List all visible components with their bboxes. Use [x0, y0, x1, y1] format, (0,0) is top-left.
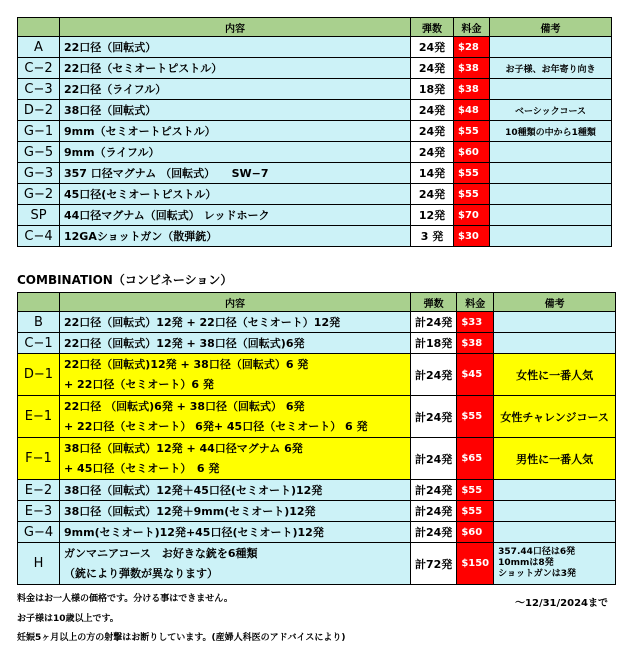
header-id	[18, 293, 60, 312]
course-content	[60, 543, 411, 585]
round-count: 計24発	[411, 480, 457, 501]
content-line: 22口径（回転式)12発 + 38口径（回転式）6 発	[64, 357, 309, 371]
course-content: 357 口径マグナム （回転式） SW−7	[60, 163, 411, 184]
course-content	[60, 396, 411, 438]
course-code: SP	[18, 205, 60, 226]
table-row	[18, 438, 616, 480]
note-line: 357.44口径は6発	[498, 547, 576, 557]
header-note: 備考	[490, 18, 612, 37]
course-note	[494, 312, 616, 333]
content-line: + 45口径（セミオート） 6 発	[64, 461, 220, 475]
table-row	[18, 163, 612, 184]
course-content: 22口径（ライフル）	[60, 79, 411, 100]
content-line: 38口径（回転式）12発 + 44口径マグナム 6発	[64, 441, 303, 455]
course-price: $60	[457, 522, 494, 543]
content-line: + 22口径（セミオート）6 発	[64, 377, 214, 391]
table-row	[18, 354, 616, 396]
course-note	[490, 226, 612, 247]
table-row	[18, 205, 612, 226]
round-count: 計72発	[411, 543, 457, 585]
round-count: 計24発	[411, 438, 457, 480]
table-row	[18, 121, 612, 142]
table-row	[18, 333, 616, 354]
round-count: 24発	[411, 37, 454, 58]
course-content: 22口径（セミオートピストル）	[60, 58, 411, 79]
round-count: 計24発	[411, 312, 457, 333]
round-count: 3 発	[411, 226, 454, 247]
round-count: 計24発	[411, 501, 457, 522]
round-count: 12発	[411, 205, 454, 226]
content-line: + 22口径（セミオート） 6発+ 45口径（セミオート） 6 発	[64, 419, 368, 433]
round-count: 計24発	[411, 522, 457, 543]
round-count: 24発	[411, 184, 454, 205]
course-code: G−2	[18, 184, 60, 205]
footnote: 妊娠5ヶ月以上の方の射撃はお断りしています。(産婦人科医のアドバイスにより)	[17, 633, 346, 643]
table-row	[18, 184, 612, 205]
course-price: $38	[454, 58, 490, 79]
header-count: 弾数	[411, 293, 457, 312]
course-code: E−2	[18, 480, 60, 501]
header-content: 内容	[60, 18, 411, 37]
table-row	[18, 396, 616, 438]
content-line: 38口径（回転式）12発＋9mm(セミオート)12発	[64, 505, 316, 518]
course-note	[494, 522, 616, 543]
course-price: $30	[454, 226, 490, 247]
course-code: C−4	[18, 226, 60, 247]
course-code: C−2	[18, 58, 60, 79]
course-content: 12GAショットガン（散弾銃）	[60, 226, 411, 247]
table-header	[18, 293, 616, 312]
table-row	[18, 79, 612, 100]
header-id	[18, 18, 60, 37]
content-line: 38口径（回転式）12発＋45口径(セミオート)12発	[64, 484, 323, 497]
round-count: 計18発	[411, 333, 457, 354]
course-code: D−2	[18, 100, 60, 121]
note-line: 女性に一番人気	[516, 368, 594, 382]
course-note	[494, 543, 616, 585]
course-note	[490, 142, 612, 163]
course-price: $55	[454, 121, 490, 142]
note-line: ショットガンは3発	[498, 569, 576, 579]
course-code: G−1	[18, 121, 60, 142]
table-row	[18, 522, 616, 543]
course-note	[490, 37, 612, 58]
round-count: 24発	[411, 121, 454, 142]
combination-title: COMBINATION（コンビネーション）	[17, 273, 233, 287]
course-price: $70	[454, 205, 490, 226]
course-note	[494, 354, 616, 396]
course-price: $55	[457, 480, 494, 501]
course-content	[60, 501, 411, 522]
content-line: 9mm(セミオート)12発+45口径(セミオート)12発	[64, 526, 324, 539]
content-line: 22口径 （回転式)6発 + 38口径（回転式） 6発	[64, 399, 305, 413]
course-price: $28	[454, 37, 490, 58]
course-content	[60, 480, 411, 501]
table-row	[18, 58, 612, 79]
course-note: お子様、お年寄り向き	[490, 58, 612, 79]
round-count: 24発	[411, 58, 454, 79]
round-count: 計24発	[411, 396, 457, 438]
table-header	[18, 18, 612, 37]
note-line: 男性に一番人気	[516, 452, 594, 466]
course-note	[490, 163, 612, 184]
table-row	[18, 100, 612, 121]
course-content	[60, 312, 411, 333]
footnote: お子様は10歳以上です。	[17, 614, 119, 624]
round-count: 24発	[411, 100, 454, 121]
content-line: ガンマニアコース お好きな銃を6種類	[64, 546, 258, 560]
course-code: G−4	[18, 522, 60, 543]
content-line: 22口径（回転式）12発 + 38口径（回転式)6発	[64, 337, 305, 350]
course-code: G−3	[18, 163, 60, 184]
table-row	[18, 312, 616, 333]
course-note	[494, 396, 616, 438]
course-content	[60, 438, 411, 480]
round-count: 24発	[411, 142, 454, 163]
course-price: $60	[454, 142, 490, 163]
course-price: $48	[454, 100, 490, 121]
course-code: F−1	[18, 438, 60, 480]
table-row	[18, 226, 612, 247]
course-code: G−5	[18, 142, 60, 163]
footnote: 料金はお一人様の価格です。分ける事はできません。	[17, 594, 233, 604]
table-row	[18, 37, 612, 58]
course-content	[60, 522, 411, 543]
course-price: $38	[454, 79, 490, 100]
table-row	[18, 501, 616, 522]
valid-until: 〜12/31/2024まで	[515, 598, 608, 609]
course-price: $33	[457, 312, 494, 333]
course-price: $150	[457, 543, 494, 585]
course-content: 9mm（セミオートピストル）	[60, 121, 411, 142]
round-count: 計24発	[411, 354, 457, 396]
course-content: 45口径(セミオートピストル）	[60, 184, 411, 205]
course-price: $55	[454, 184, 490, 205]
note-line: 女性チャレンジコース	[500, 410, 609, 424]
round-count: 14発	[411, 163, 454, 184]
course-code: H	[18, 543, 60, 585]
course-content: 44口径マグナム（回転式） レッドホーク	[60, 205, 411, 226]
header-note: 備考	[494, 293, 616, 312]
content-line: （銃により弾数が異なります）	[64, 566, 218, 580]
course-price: $38	[457, 333, 494, 354]
course-price: $55	[454, 163, 490, 184]
course-code: C−3	[18, 79, 60, 100]
header-content: 内容	[60, 293, 411, 312]
course-content: 9mm（ライフル）	[60, 142, 411, 163]
course-code: A	[18, 37, 60, 58]
course-content	[60, 333, 411, 354]
course-note	[490, 79, 612, 100]
course-price: $55	[457, 501, 494, 522]
course-price: $65	[457, 438, 494, 480]
note-line: 10mmは8発	[498, 558, 554, 568]
table-row	[18, 480, 616, 501]
course-price: $55	[457, 396, 494, 438]
course-content: 22口径（回転式）	[60, 37, 411, 58]
course-code: D−1	[18, 354, 60, 396]
course-note	[494, 501, 616, 522]
header-price: 料金	[457, 293, 494, 312]
course-note	[494, 480, 616, 501]
course-note: 10種類の中から1種類	[490, 121, 612, 142]
header-price: 料金	[454, 18, 490, 37]
price-table-combination	[17, 292, 616, 585]
course-note	[490, 205, 612, 226]
course-code: E−1	[18, 396, 60, 438]
header-count: 弾数	[411, 18, 454, 37]
course-content	[60, 354, 411, 396]
course-content: 38口径（回転式）	[60, 100, 411, 121]
course-note	[494, 438, 616, 480]
course-code: B	[18, 312, 60, 333]
course-code: C−1	[18, 333, 60, 354]
round-count: 18発	[411, 79, 454, 100]
price-table-single	[17, 17, 612, 247]
course-price: $45	[457, 354, 494, 396]
course-note	[490, 184, 612, 205]
table-row	[18, 142, 612, 163]
table-row	[18, 543, 616, 585]
course-code: E−3	[18, 501, 60, 522]
content-line: 22口径（回転式）12発 + 22口径（セミオート）12発	[64, 316, 341, 329]
course-note: ベーシックコース	[490, 100, 612, 121]
course-note	[494, 333, 616, 354]
